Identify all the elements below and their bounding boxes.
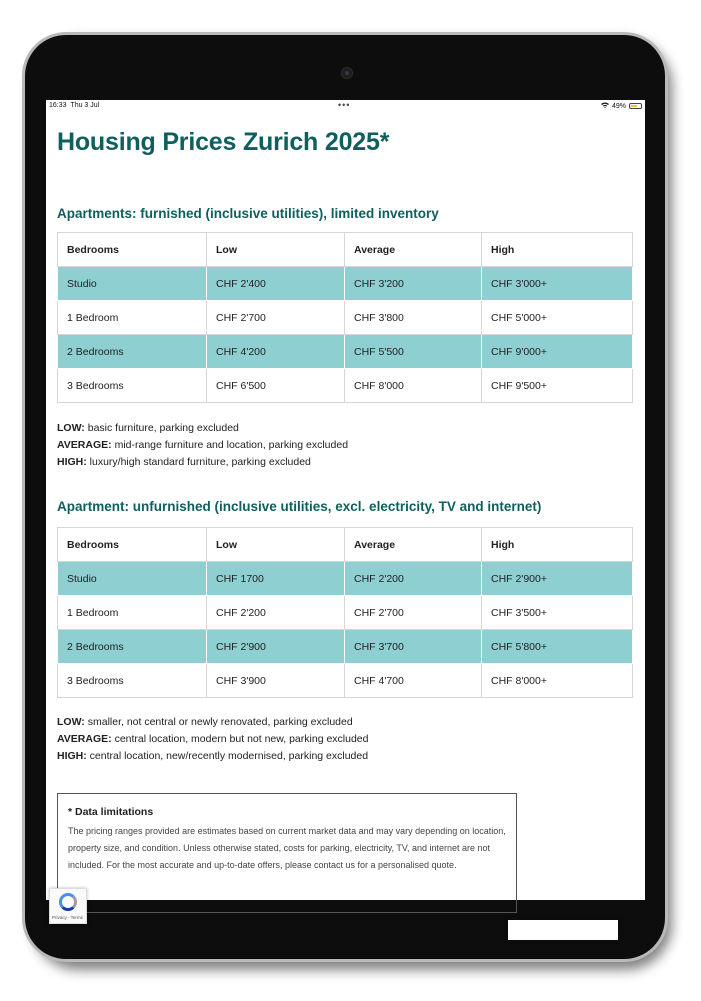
table-cell: CHF 3'200 <box>345 267 482 301</box>
table-cell: CHF 6'500 <box>207 369 345 403</box>
camera-icon <box>341 67 353 79</box>
table-cell: CHF 9'000+ <box>482 335 633 369</box>
column-header: Average <box>345 233 482 267</box>
status-right <box>601 102 642 110</box>
status-time: 16:33 Thu 3 Jul <box>49 102 100 109</box>
table-cell: CHF 3'800 <box>345 301 482 335</box>
table-cell: CHF 2'400 <box>207 267 345 301</box>
note-low: LOW: basic furniture, parking excluded <box>57 422 239 434</box>
column-header: High <box>482 233 633 267</box>
table-header-row <box>58 528 633 562</box>
furnished-price-table <box>57 232 633 403</box>
tablet-frame <box>22 32 668 962</box>
table-row <box>58 562 633 596</box>
column-header: Bedrooms <box>58 233 207 267</box>
table-cell: CHF 8'000 <box>345 369 482 403</box>
recaptcha-links[interactable]: Privacy - Terms <box>52 915 83 920</box>
table-cell: CHF 2'900+ <box>482 562 633 596</box>
table-cell: CHF 2'900 <box>207 630 345 664</box>
unfurnished-heading: Apartment: unfurnished (inclusive utilities, excl. electricity, TV and internet) <box>57 499 542 514</box>
table-cell: CHF 3'900 <box>207 664 345 698</box>
table-row <box>58 596 633 630</box>
table-row <box>58 335 633 369</box>
table-cell: CHF 2'700 <box>207 301 345 335</box>
table-cell: CHF 3'000+ <box>482 267 633 301</box>
table-cell: CHF 1700 <box>207 562 345 596</box>
recaptcha-icon <box>59 893 77 911</box>
note-high: HIGH: luxury/high standard furniture, parking excluded <box>57 456 311 468</box>
note-low: LOW: smaller, not central or newly renovated, parking excluded <box>57 716 353 728</box>
data-limitations-title: * Data limitations <box>68 806 154 818</box>
furnished-heading: Apartments: furnished (inclusive utilities), limited inventory <box>57 206 439 221</box>
battery-icon <box>629 103 642 109</box>
column-header: Low <box>207 233 345 267</box>
table-row <box>58 267 633 301</box>
status-bar <box>46 100 645 113</box>
table-cell: CHF 2'200 <box>345 562 482 596</box>
table-row <box>58 664 633 698</box>
unfurnished-price-table <box>57 527 633 698</box>
recaptcha-badge[interactable] <box>49 888 87 924</box>
table-cell: CHF 3'500+ <box>482 596 633 630</box>
column-header: Bedrooms <box>58 528 207 562</box>
table-cell: CHF 5'800+ <box>482 630 633 664</box>
data-limitations-text: The pricing ranges provided are estimates based on current market data and may vary depending on location, property size, and condition. Unless otherwise stated, costs for parking, electricity, TV, and internet are not included. For the most accurate and up-to-date offers, please contact us for a personalised quote. <box>68 826 506 870</box>
note-average: AVERAGE: mid-range furniture and location, parking excluded <box>57 439 349 451</box>
tablet-bezel <box>25 35 665 959</box>
table-cell: 2 Bedrooms <box>58 335 207 369</box>
table-cell: 2 Bedrooms <box>58 630 207 664</box>
wifi-icon <box>601 102 609 110</box>
table-cell: CHF 5'000+ <box>482 301 633 335</box>
table-cell: CHF 9'500+ <box>482 369 633 403</box>
data-limitations-box <box>57 793 517 913</box>
column-header: Low <box>207 528 345 562</box>
table-cell: CHF 3'700 <box>345 630 482 664</box>
furnished-notes <box>57 420 348 471</box>
note-average: AVERAGE: central location, modern but not new, parking excluded <box>57 733 369 745</box>
table-cell: 1 Bedroom <box>58 301 207 335</box>
column-header: Average <box>345 528 482 562</box>
table-cell: 3 Bedrooms <box>58 369 207 403</box>
table-cell: CHF 4'700 <box>345 664 482 698</box>
page-title: Housing Prices Zurich 2025* <box>57 128 390 156</box>
floating-panel <box>508 920 618 940</box>
note-high: HIGH: central location, new/recently modernised, parking excluded <box>57 750 369 762</box>
table-cell: Studio <box>58 562 207 596</box>
table-cell: CHF 8'000+ <box>482 664 633 698</box>
screen <box>46 100 645 920</box>
table-cell: CHF 5'500 <box>345 335 482 369</box>
table-cell: Studio <box>58 267 207 301</box>
unfurnished-notes <box>57 714 368 765</box>
table-row <box>58 301 633 335</box>
table-cell: 3 Bedrooms <box>58 664 207 698</box>
column-header: High <box>482 528 633 562</box>
table-cell: 1 Bedroom <box>58 596 207 630</box>
table-cell: CHF 2'200 <box>207 596 345 630</box>
table-row <box>58 630 633 664</box>
table-header-row <box>58 233 633 267</box>
battery-percent: 49% <box>611 102 626 110</box>
multitask-dots[interactable]: ••• <box>338 100 351 110</box>
table-row <box>58 369 633 403</box>
table-cell: CHF 2'700 <box>345 596 482 630</box>
table-cell: CHF 4'200 <box>207 335 345 369</box>
